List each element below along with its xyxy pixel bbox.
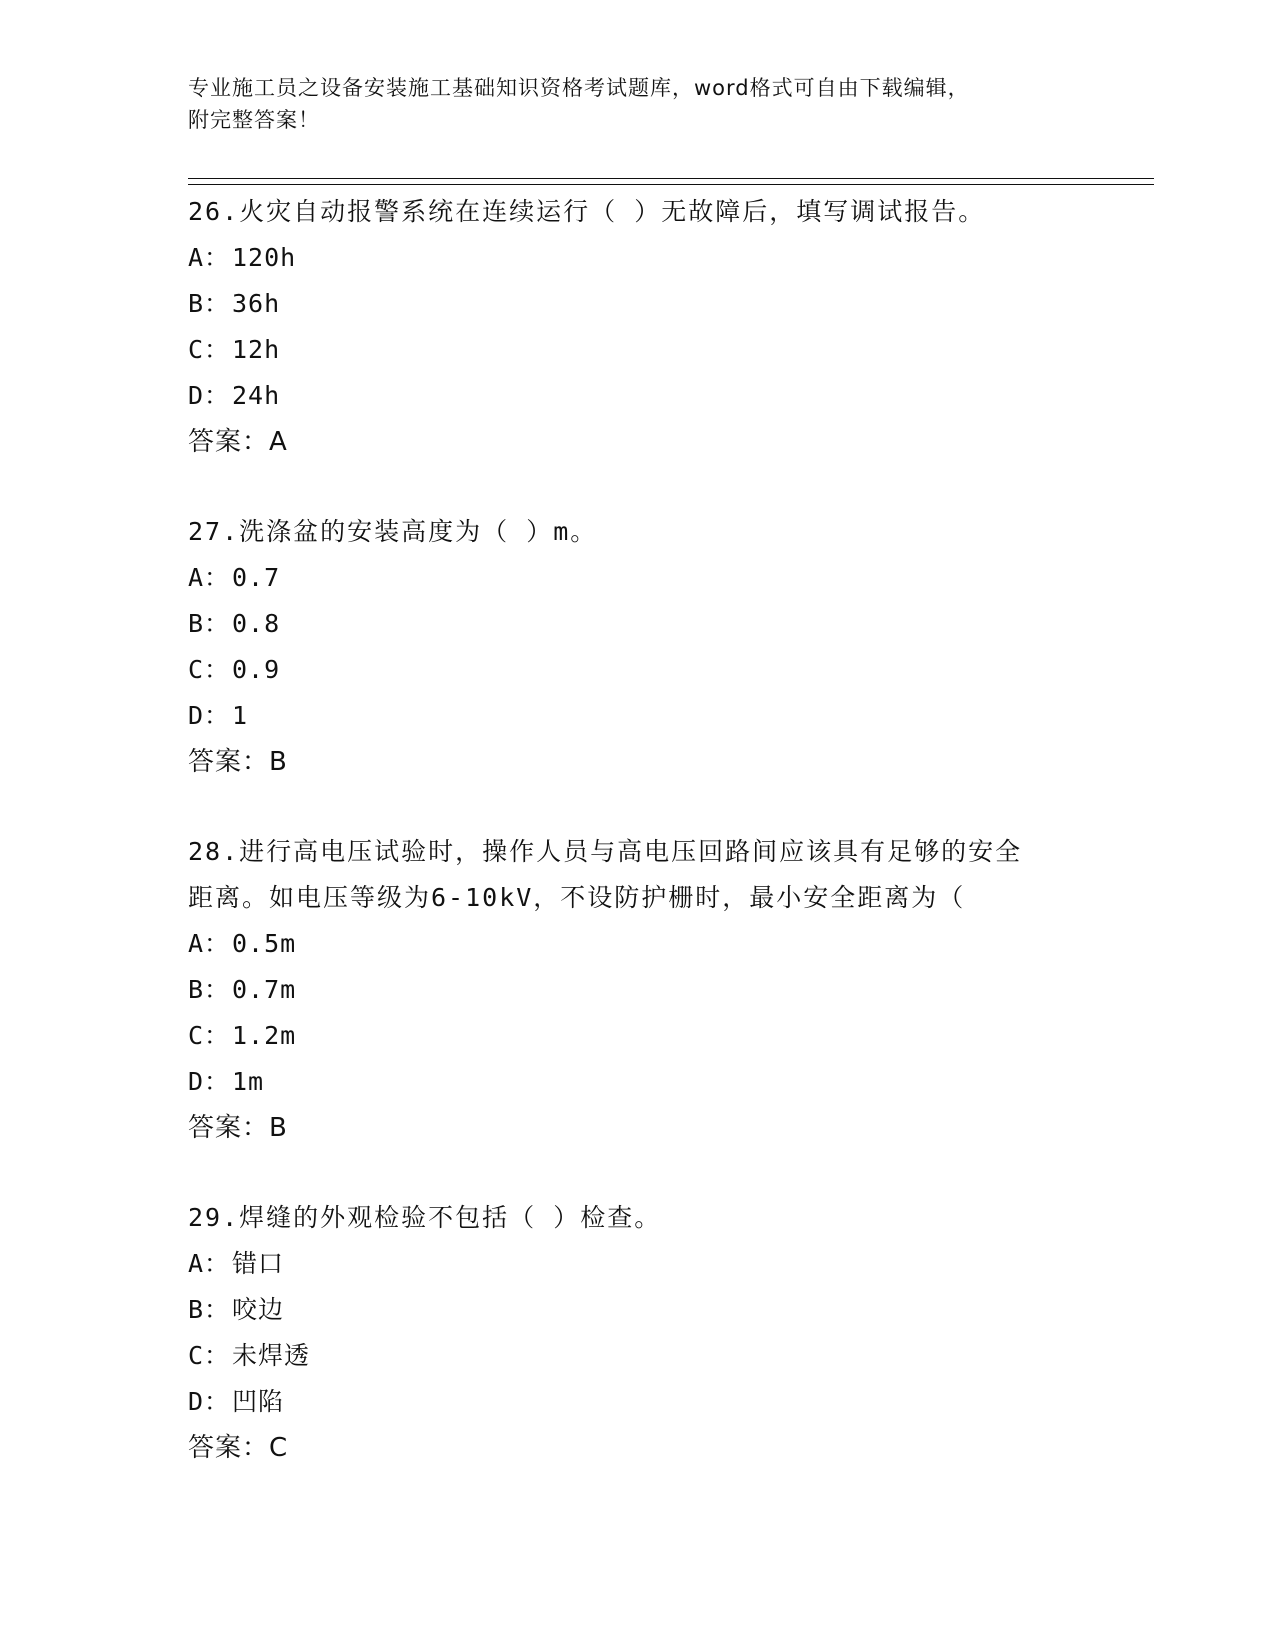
option-value: 0.8 [232, 609, 281, 638]
option-d [188, 373, 1088, 419]
option-key: C： [188, 655, 231, 684]
question-28 [188, 829, 1088, 1151]
question-text: 27.洗涤盆的安装高度为（ ）m。 [188, 517, 598, 546]
option-c [188, 1013, 1088, 1059]
option-value: 1m [232, 1067, 265, 1096]
answer-line: 答案：C [188, 1433, 289, 1463]
option-value: 120h [232, 243, 297, 272]
option-value: 错口 [232, 1249, 285, 1278]
option-key: D： [188, 701, 231, 730]
option-key: A： [188, 929, 231, 958]
option-value: 0.5m [232, 929, 297, 958]
option-key: C： [188, 1021, 231, 1050]
answer-line: 答案：A [188, 427, 288, 457]
option-b [188, 967, 1088, 1013]
option-value: 36h [232, 289, 281, 318]
option-a [188, 555, 1088, 601]
question-26 [188, 189, 1088, 465]
option-value: 未焊透 [232, 1341, 311, 1370]
option-d [188, 1379, 1088, 1425]
option-value: 凹陷 [232, 1387, 285, 1416]
question-text-line-2: 距离。如电压等级为6-10kV，不设防护栅时，最小安全距离为（ [188, 883, 966, 912]
question-29 [188, 1195, 1088, 1471]
option-value: 24h [232, 381, 281, 410]
option-a [188, 921, 1088, 967]
option-key: C： [188, 1341, 231, 1370]
option-c [188, 327, 1088, 373]
header-divider-bottom [188, 184, 1154, 185]
answer-line: 答案：B [188, 1113, 288, 1143]
option-key: A： [188, 243, 231, 272]
option-b [188, 601, 1088, 647]
option-b [188, 281, 1088, 327]
question-text: 26.火灾自动报警系统在连续运行（ ）无故障后，填写调试报告。 [188, 197, 986, 226]
document-header [188, 72, 1088, 136]
option-value: 12h [232, 335, 281, 364]
option-key: D： [188, 1387, 231, 1416]
question-text-line-1: 28.进行高电压试验时，操作人员与高电压回路间应该具有足够的安全 [188, 837, 1023, 866]
option-key: A： [188, 563, 231, 592]
question-27 [188, 509, 1088, 785]
option-key: B： [188, 1295, 231, 1324]
option-key: D： [188, 381, 231, 410]
option-c [188, 647, 1088, 693]
option-a [188, 235, 1088, 281]
option-key: C： [188, 335, 231, 364]
option-key: D： [188, 1067, 231, 1096]
option-key: B： [188, 289, 231, 318]
option-value: 0.7 [232, 563, 281, 592]
header-line-1: 专业施工员之设备安装施工基础知识资格考试题库，word格式可自由下载编辑， [188, 76, 970, 100]
option-value: 0.9 [232, 655, 281, 684]
question-text: 29.焊缝的外观检验不包括（ ）检查。 [188, 1203, 662, 1232]
option-value: 咬边 [232, 1295, 285, 1324]
option-b [188, 1287, 1088, 1333]
header-line-2: 附完整答案！ [188, 108, 320, 132]
option-value: 0.7m [232, 975, 297, 1004]
option-key: B： [188, 975, 231, 1004]
option-d [188, 693, 1088, 739]
header-divider-top [188, 178, 1154, 179]
option-value: 1.2m [232, 1021, 297, 1050]
answer-line: 答案：B [188, 747, 288, 777]
option-c [188, 1333, 1088, 1379]
option-a [188, 1241, 1088, 1287]
option-value: 1 [232, 701, 249, 730]
option-key: A： [188, 1249, 231, 1278]
option-d [188, 1059, 1088, 1105]
option-key: B： [188, 609, 231, 638]
